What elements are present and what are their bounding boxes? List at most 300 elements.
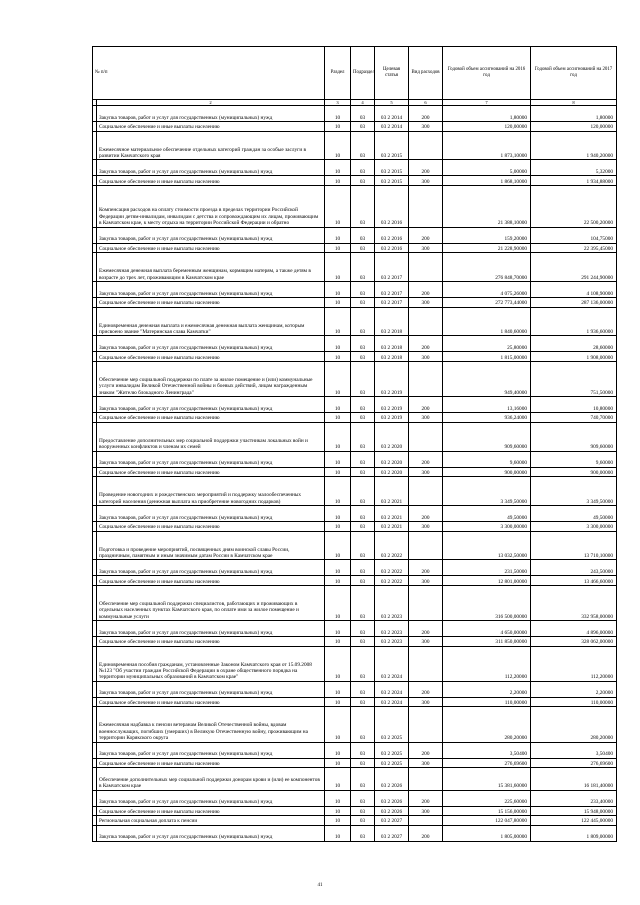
row-podrazdel: 03 [351,697,375,707]
table-row [93,707,617,742]
row-expense-type [409,707,443,742]
row-podrazdel: 03 [351,585,375,620]
row-description: Региональная социальная доплата к пенсии [97,816,325,826]
table-row [93,816,617,826]
row-target-article: 03 2 2025 [375,742,409,758]
row-expense-type [409,185,443,227]
row-description: Социальное обеспечение и иные выплаты населению [97,122,325,132]
row-amount-2016: 120,00000 [443,122,531,132]
row-razdel: 10 [325,477,351,506]
row-razdel: 10 [325,825,351,841]
row-razdel: 10 [325,621,351,637]
row-podrazdel: 03 [351,806,375,816]
row-description: Социальное обеспечение и иные выплаты населению [97,806,325,816]
row-razdel: 10 [325,521,351,531]
row-amount-2016: 122 047,80000 [443,816,531,826]
row-target-article: 03 2 2017 [375,253,409,282]
row-podrazdel: 03 [351,422,375,451]
row-podrazdel: 03 [351,176,375,186]
row-podrazdel: 03 [351,281,375,297]
row-podrazdel: 03 [351,681,375,697]
row-podrazdel: 03 [351,253,375,282]
row-podrazdel: 03 [351,352,375,362]
row-expense-type [409,531,443,560]
row-amount-2017: 233,40000 [531,790,617,806]
row-amount-2016: 5,00000 [443,160,531,176]
row-podrazdel: 03 [351,521,375,531]
row-razdel: 10 [325,176,351,186]
budget-table [92,46,617,842]
row-amount-2017: 16 181,40000 [531,768,617,790]
row-podrazdel: 03 [351,336,375,352]
row-amount-2016: 1,80000 [443,106,531,122]
row-description: Обеспечение мер социальной поддержки специалистов, работающих и проживающих в отдельных населенных пунктах Камчатского края, по оплате ими за жилое помещение и коммунальные услуги [97,585,325,620]
row-razdel: 10 [325,585,351,620]
row-expense-type: 300 [409,467,443,477]
row-expense-type [409,361,443,396]
row-razdel: 10 [325,336,351,352]
row-podrazdel: 03 [351,467,375,477]
table-row [93,422,617,451]
row-amount-2017: 751,50000 [531,361,617,396]
row-target-article: 03 2 2024 [375,681,409,697]
row-description: Закупка товаров, работ и услуг для государственных (муниципальных) нужд [97,397,325,413]
table-row [93,467,617,477]
row-razdel: 10 [325,707,351,742]
row-amount-2016: 25,80000 [443,336,531,352]
row-amount-2017: 4 896,00000 [531,621,617,637]
table-row [93,397,617,413]
row-razdel: 10 [325,413,351,423]
row-amount-2016: 225,60000 [443,790,531,806]
row-podrazdel: 03 [351,621,375,637]
row-amount-2016: 1 840,60000 [443,307,531,336]
row-amount-2017: 1 936,60000 [531,307,617,336]
row-razdel: 10 [325,816,351,826]
row-target-article: 03 2 2020 [375,422,409,451]
row-target-article: 03 2 2015 [375,176,409,186]
row-target-article: 03 2 2023 [375,621,409,637]
row-expense-type: 300 [409,758,443,768]
row-amount-2016: 9,60000 [443,451,531,467]
row-description: Ежемесячное материальное обеспечение отдельных категорий граждан за особые заслуги в развитии Камчатского края [97,131,325,160]
row-description: Единовременная денежная выплата и ежемесячная денежная выплата женщинам, которым присвоено звание "Материнская слава Камчатки" [97,307,325,336]
row-target-article: 03 2 2026 [375,790,409,806]
header-razdel: Раздел [325,47,351,100]
table-row [93,637,617,647]
row-amount-2016: 13,16000 [443,397,531,413]
row-description: Закупка товаров, работ и услуг для государственных (муниципальных) нужд [97,681,325,697]
row-razdel: 10 [325,185,351,227]
row-podrazdel: 03 [351,397,375,413]
row-expense-type: 200 [409,106,443,122]
row-expense-type: 300 [409,806,443,816]
col-number: 7 [443,100,531,106]
row-description: Проведение новогодних и рождественских мероприятий и поддержку малообеспеченных категорий населения (денежная выплата на приобретение новогодних подарков) [97,477,325,506]
col-number: 2 [97,100,325,106]
row-podrazdel: 03 [351,790,375,806]
row-razdel: 10 [325,790,351,806]
row-target-article: 03 2 2018 [375,336,409,352]
table-row [93,758,617,768]
col-number: 6 [409,100,443,106]
row-amount-2016: 21 388,10000 [443,185,531,227]
row-description: Закупка товаров, работ и услуг для государственных (муниципальных) нужд [97,227,325,243]
row-target-article: 03 2 2021 [375,477,409,506]
row-description: Компенсация расходов на оплату стоимости проезда в пределах территории Российской Федерации детям-инвалидам, инвалидам с детства и сопровождающим их лицам, проживающим в Камчатском крае, к месту отдыха на территории Российской Федерации и обратно [97,185,325,227]
row-description: Социальное обеспечение и иные выплаты населению [97,637,325,647]
row-expense-type [409,816,443,826]
row-amount-2016: 4 650,00000 [443,621,531,637]
row-target-article: 03 2 2015 [375,160,409,176]
table-row [93,621,617,637]
row-razdel: 10 [325,758,351,768]
header-podrazdel: Подраздел [351,47,375,100]
table-row [93,227,617,243]
row-razdel: 10 [325,281,351,297]
row-amount-2016: 231,50000 [443,560,531,576]
row-description: Социальное обеспечение и иные выплаты населению [97,352,325,362]
row-amount-2017: 2,20000 [531,681,617,697]
row-target-article: 03 2 2027 [375,825,409,841]
row-podrazdel: 03 [351,707,375,742]
row-target-article: 03 2 2015 [375,131,409,160]
row-target-article: 03 2 2016 [375,227,409,243]
row-expense-type: 200 [409,681,443,697]
row-razdel: 10 [325,131,351,160]
row-description: Социальное обеспечение и иные выплаты населению [97,297,325,307]
row-podrazdel: 03 [351,413,375,423]
row-podrazdel: 03 [351,816,375,826]
table-row [93,131,617,160]
row-description: Закупка товаров, работ и услуг для государственных (муниципальных) нужд [97,281,325,297]
row-podrazdel: 03 [351,742,375,758]
row-expense-type: 200 [409,825,443,841]
row-amount-2017: 1 940,20000 [531,131,617,160]
row-podrazdel: 03 [351,160,375,176]
row-amount-2017: 10,80000 [531,397,617,413]
row-amount-2017: 909,60000 [531,422,617,451]
row-expense-type: 200 [409,621,443,637]
row-podrazdel: 03 [351,106,375,122]
row-podrazdel: 03 [351,227,375,243]
row-podrazdel: 03 [351,505,375,521]
row-description: Социальное обеспечение и иные выплаты населению [97,697,325,707]
row-expense-type: 300 [409,297,443,307]
row-amount-2016: 311 850,00000 [443,637,531,647]
table-body [93,106,617,842]
row-podrazdel: 03 [351,297,375,307]
row-amount-2016: 1 815,00000 [443,352,531,362]
row-amount-2017: 1 908,00000 [531,352,617,362]
row-description: Социальное обеспечение и иные выплаты населению [97,413,325,423]
table-row [93,697,617,707]
row-podrazdel: 03 [351,361,375,396]
row-amount-2017: 110,00000 [531,697,617,707]
document-page [92,46,616,842]
row-amount-2017: 3,50400 [531,742,617,758]
row-amount-2017: 5,32000 [531,160,617,176]
row-amount-2016: 2,20000 [443,681,531,697]
row-description: Социальное обеспечение и иные выплаты населению [97,243,325,253]
row-podrazdel: 03 [351,307,375,336]
row-target-article: 03 2 2021 [375,505,409,521]
row-description: Социальное обеспечение и иные выплаты населению [97,467,325,477]
table-row [93,451,617,467]
row-expense-type: 200 [409,790,443,806]
row-amount-2017: 328 062,00000 [531,637,617,647]
row-target-article: 03 2 2019 [375,361,409,396]
row-podrazdel: 03 [351,646,375,681]
row-amount-2016: 3 300,00000 [443,521,531,531]
row-amount-2017: 22 500,20000 [531,185,617,227]
table-row [93,106,617,122]
row-description: Обеспечение дополнительных мер социальной поддержки донорам крови и (или) ее компонентов в Камчатском крае [97,768,325,790]
table-row [93,505,617,521]
row-amount-2016: 4 075,26000 [443,281,531,297]
table-row [93,790,617,806]
row-description: Социальное обеспечение и иные выплаты населению [97,521,325,531]
row-amount-2016: 1 805,00000 [443,825,531,841]
row-amount-2017: 332 958,00000 [531,585,617,620]
row-razdel: 10 [325,505,351,521]
row-razdel: 10 [325,397,351,413]
row-expense-type: 200 [409,160,443,176]
row-amount-2017: 13 466,60000 [531,576,617,586]
row-amount-2017: 3 349,50000 [531,477,617,506]
row-expense-type: 300 [409,576,443,586]
row-amount-2016: 936,24000 [443,413,531,423]
row-description: Социальное обеспечение и иные выплаты населению [97,758,325,768]
row-amount-2017: 122 445,00000 [531,816,617,826]
table-row [93,576,617,586]
row-podrazdel: 03 [351,531,375,560]
row-amount-2016: 1 868,10000 [443,176,531,186]
row-amount-2016: 15 156,00000 [443,806,531,816]
row-razdel: 10 [325,560,351,576]
table-row [93,477,617,506]
row-expense-type: 200 [409,227,443,243]
row-amount-2017: 900,00000 [531,467,617,477]
row-amount-2016: 276,69600 [443,758,531,768]
row-target-article: 03 2 2022 [375,576,409,586]
row-expense-type [409,646,443,681]
row-amount-2017: 120,00000 [531,122,617,132]
row-razdel: 10 [325,297,351,307]
row-description: Социальное обеспечение и иные выплаты населению [97,576,325,586]
col-number: 5 [375,100,409,106]
row-target-article: 03 2 2019 [375,397,409,413]
row-expense-type: 300 [409,176,443,186]
row-amount-2016: 909,60000 [443,422,531,451]
row-amount-2017: 3 300,00000 [531,521,617,531]
row-target-article: 03 2 2016 [375,243,409,253]
row-description: Единовременная пособия гражданам, установленные Законом Камчатского края от 15.09.2008 №123 "Об участии граждан Российской Федерации в охране общественного порядка на территории муниципальных образований в Камчатском крае" [97,646,325,681]
row-amount-2017: 1 809,00000 [531,825,617,841]
row-description: Предоставление дополнительных мер социальной поддержки участникам локальных войн и вооруженных конфликтов и членам их семей [97,422,325,451]
row-expense-type: 300 [409,637,443,647]
row-amount-2016: 316 500,00000 [443,585,531,620]
row-amount-2016: 49,50000 [443,505,531,521]
table-row [93,806,617,816]
row-expense-type [409,131,443,160]
row-target-article: 03 2 2020 [375,467,409,477]
row-amount-2016: 112,20000 [443,646,531,681]
row-razdel: 10 [325,243,351,253]
row-podrazdel: 03 [351,185,375,227]
header-vid: Вид расходов [409,47,443,100]
row-podrazdel: 03 [351,477,375,506]
row-expense-type [409,477,443,506]
table-row [93,646,617,681]
row-amount-2017: 9,60000 [531,451,617,467]
row-razdel: 10 [325,160,351,176]
row-target-article: 03 2 2022 [375,531,409,560]
table-row [93,352,617,362]
row-description: Закупка товаров, работ и услуг для государственных (муниципальных) нужд [97,336,325,352]
row-amount-2017: 1 934,88000 [531,176,617,186]
row-target-article: 03 2 2023 [375,585,409,620]
row-target-article: 03 2 2018 [375,307,409,336]
table-row [93,281,617,297]
row-target-article: 03 2 2021 [375,521,409,531]
row-razdel: 10 [325,637,351,647]
row-target-article: 03 2 2023 [375,637,409,647]
row-amount-2016: 3 349,50000 [443,477,531,506]
row-razdel: 10 [325,106,351,122]
row-amount-2017: 104,75000 [531,227,617,243]
row-amount-2017: 1,80000 [531,106,617,122]
table-row [93,185,617,227]
row-expense-type: 200 [409,742,443,758]
header-row [93,47,617,100]
row-expense-type: 300 [409,521,443,531]
row-amount-2017: 280,20000 [531,707,617,742]
row-description: Закупка товаров, работ и услуг для государственных (муниципальных) нужд [97,560,325,576]
table-row [93,521,617,531]
row-razdel: 10 [325,768,351,790]
row-podrazdel: 03 [351,560,375,576]
row-description: Закупка товаров, работ и услуг для государственных (муниципальных) нужд [97,160,325,176]
row-amount-2016: 280,20000 [443,707,531,742]
header-2016: Годовой объем ассигнований на 2016 год [443,47,531,100]
row-amount-2016: 21 228,90000 [443,243,531,253]
row-amount-2016: 159,20000 [443,227,531,243]
row-razdel: 10 [325,681,351,697]
row-target-article: 03 2 2026 [375,806,409,816]
row-amount-2016: 3,50400 [443,742,531,758]
header-cel: Целевая статья [375,47,409,100]
row-target-article: 03 2 2027 [375,816,409,826]
row-amount-2016: 949,40000 [443,361,531,396]
row-description: Закупка товаров, работ и услуг для государственных (муниципальных) нужд [97,106,325,122]
row-razdel: 10 [325,806,351,816]
row-amount-2017: 4 108,90000 [531,281,617,297]
row-expense-type: 200 [409,281,443,297]
row-target-article: 03 2 2014 [375,122,409,132]
row-expense-type: 300 [409,352,443,362]
row-razdel: 10 [325,253,351,282]
row-expense-type [409,307,443,336]
row-podrazdel: 03 [351,825,375,841]
row-razdel: 10 [325,697,351,707]
row-description: Закупка товаров, работ и услуг для государственных (муниципальных) нужд [97,621,325,637]
row-razdel: 10 [325,361,351,396]
table-row [93,742,617,758]
row-amount-2016: 15 381,60000 [443,768,531,790]
row-razdel: 10 [325,742,351,758]
row-description: Закупка товаров, работ и услуг для государственных (муниципальных) нужд [97,742,325,758]
table-row [93,825,617,841]
table-row [93,176,617,186]
row-razdel: 10 [325,531,351,560]
table-row [93,253,617,282]
row-amount-2016: 110,00000 [443,697,531,707]
row-amount-2017: 22 395,45000 [531,243,617,253]
row-expense-type [409,585,443,620]
row-amount-2016: 12 801,00000 [443,576,531,586]
row-target-article: 03 2 2017 [375,281,409,297]
row-expense-type [409,253,443,282]
table-row [93,681,617,697]
row-expense-type: 200 [409,505,443,521]
row-target-article: 03 2 2025 [375,758,409,768]
row-expense-type: 200 [409,560,443,576]
row-amount-2017: 276,69600 [531,758,617,768]
table-row [93,336,617,352]
row-razdel: 10 [325,451,351,467]
col-number: 8 [531,100,617,106]
row-target-article: 03 2 2025 [375,707,409,742]
row-razdel: 10 [325,227,351,243]
table-row [93,361,617,396]
row-amount-2017: 49,50000 [531,505,617,521]
row-razdel: 10 [325,307,351,336]
row-amount-2017: 28,60000 [531,336,617,352]
row-target-article: 03 2 2017 [375,297,409,307]
row-target-article: 03 2 2022 [375,560,409,576]
table-row [93,243,617,253]
row-description: Ежемесячная надбавка к пенсии ветеранам Великой Отечественной войны, вдовам военнослужащих, погибших (умерших) в Великую Отечественную войну, проживающим на территории Корякского округа [97,707,325,742]
row-expense-type: 200 [409,397,443,413]
row-amount-2017: 287 136,00000 [531,297,617,307]
row-podrazdel: 03 [351,768,375,790]
page-number: 41 [317,883,323,888]
row-podrazdel: 03 [351,576,375,586]
row-razdel: 10 [325,352,351,362]
row-razdel: 10 [325,646,351,681]
row-amount-2017: 112,20000 [531,646,617,681]
row-target-article: 03 2 2024 [375,646,409,681]
row-description: Закупка товаров, работ и услуг для государственных (муниципальных) нужд [97,790,325,806]
row-amount-2017: 15 948,00000 [531,806,617,816]
table-row [93,768,617,790]
row-target-article: 03 2 2018 [375,352,409,362]
table-row [93,413,617,423]
row-razdel: 10 [325,122,351,132]
row-description: Обеспечение мер социальной поддержки по плате за жилое помещение и (или) коммунальные услуги инвалидам Великой Отечественной войны и боевых действий, лицам награжденным знаком "Жителю блокадного Ленинграда" [97,361,325,396]
row-expense-type [409,422,443,451]
col-number: 4 [351,100,375,106]
table-row [93,307,617,336]
row-expense-type [409,768,443,790]
row-amount-2016: 272 773,44000 [443,297,531,307]
row-amount-2017: 13 710,10000 [531,531,617,560]
row-podrazdel: 03 [351,451,375,467]
row-expense-type: 300 [409,697,443,707]
row-podrazdel: 03 [351,758,375,768]
table-row [93,122,617,132]
